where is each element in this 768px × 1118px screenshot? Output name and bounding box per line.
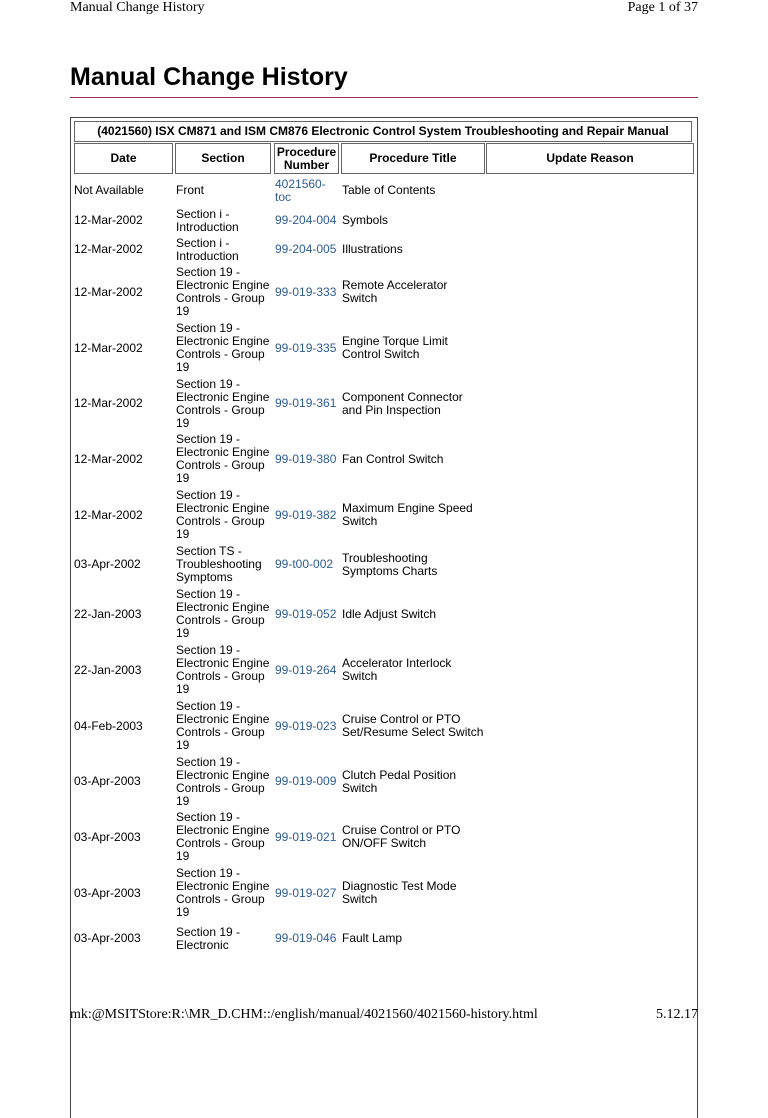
cell-reason	[487, 543, 692, 586]
column-header-section: Section	[175, 143, 271, 174]
cell-title: Symbols	[342, 213, 389, 227]
cell-section: Section 19 - Electronic Engine Controls - Group 19	[176, 699, 270, 752]
title-divider	[70, 97, 698, 98]
cell-date: 22-Jan-2003	[74, 662, 142, 677]
cell-proc[interactable]: 99-019-264	[275, 662, 337, 677]
cell-proc[interactable]: 99-t00-002	[275, 557, 334, 571]
cell-date: 12-Mar-2002	[74, 340, 143, 355]
page-number: Page 1 of 37	[627, 0, 698, 15]
cell-reason	[487, 320, 692, 376]
footer-path: mk:@MSITStore:R:\MR_D.CHM::/english/manual/4021560/4021560-history.html	[70, 1007, 538, 1022]
cell-date: 03-Apr-2003	[74, 829, 141, 844]
cell-date: 12-Mar-2002	[74, 213, 143, 227]
cell-title: Fan Control Switch	[342, 451, 444, 466]
cell-reason	[487, 235, 692, 264]
cell-title: Component Connector and Pin Inspection	[342, 389, 463, 417]
cell-title: Accelerator Interlock Switch	[342, 656, 452, 683]
cell-date: 03-Apr-2002	[74, 557, 141, 571]
cell-proc[interactable]: 99-019-021	[275, 829, 337, 844]
cell-title: Troubleshooting Symptoms Charts	[342, 550, 438, 578]
column-header-procedure-number: Procedure Number	[274, 143, 339, 174]
cell-section: Section 19 - Electronic Engine Controls - Group 19	[176, 376, 270, 430]
cell-date: 03-Apr-2003	[74, 774, 141, 788]
cell-title: Idle Adjust Switch	[342, 606, 437, 621]
cell-date: 12-Mar-2002	[74, 242, 143, 256]
cell-title: Remote Accelerator Switch	[342, 278, 448, 305]
cell-reason	[487, 264, 692, 320]
cell-proc[interactable]: 99-019-052	[275, 606, 337, 621]
cell-proc[interactable]: 99-019-335	[275, 340, 337, 355]
cell-reason	[487, 698, 692, 754]
cell-section: Section 19 - Electronic Engine Controls - Group 19	[176, 754, 270, 808]
page-header	[70, 0, 698, 18]
cell-date: 03-Apr-2003	[74, 885, 141, 900]
cell-proc[interactable]: 99-019-027	[275, 885, 337, 900]
cell-date: 03-Apr-2003	[74, 931, 141, 945]
cell-proc[interactable]: 99-204-005	[275, 242, 337, 256]
page-title: Manual Change History	[70, 63, 348, 91]
cell-proc[interactable]: 99-019-380	[275, 451, 337, 466]
footer-date: 5.12.17	[656, 1007, 698, 1022]
cell-title: Table of Contents	[342, 183, 436, 197]
change-history-table	[70, 117, 698, 1118]
cell-section: Section TS - Troubleshooting Symptoms	[176, 544, 262, 584]
cell-date: 12-Mar-2002	[74, 396, 143, 410]
cell-proc[interactable]: 4021560-toc	[275, 176, 326, 204]
cell-reason	[487, 921, 692, 956]
cell-proc[interactable]: 99-204-004	[275, 213, 337, 227]
cell-reason	[487, 376, 692, 431]
cell-section: Section 19 - Electronic Engine Controls - Group 19	[176, 810, 270, 863]
cell-reason	[487, 431, 692, 487]
cell-proc[interactable]: 99-019-009	[275, 774, 337, 788]
cell-reason	[487, 487, 692, 543]
cell-section: Section 19 - Electronic Engine Controls - Group 19	[176, 488, 270, 541]
cell-date: 12-Mar-2002	[74, 451, 143, 466]
cell-title: Diagnostic Test Mode Switch	[342, 879, 457, 906]
cell-section: Section i - Introduction	[176, 206, 239, 234]
cell-section: Section i - Introduction	[176, 235, 239, 263]
cell-section: Section 19 - Electronic Engine Controls - Group 19	[176, 432, 270, 485]
cell-section: Section 19 - Electronic	[176, 924, 241, 952]
page-header-title: Manual Change History	[70, 0, 205, 15]
cell-proc[interactable]: 99-019-023	[275, 718, 337, 733]
column-header-date: Date	[74, 143, 173, 174]
cell-reason	[487, 586, 692, 642]
cell-date: 12-Mar-2002	[74, 507, 143, 522]
cell-reason	[487, 865, 692, 921]
cell-reason	[487, 754, 692, 809]
cell-date: 22-Jan-2003	[74, 606, 142, 621]
cell-section: Section 19 - Electronic Engine Controls - Group 19	[176, 321, 270, 374]
cell-date: Not Available	[74, 183, 144, 197]
cell-reason	[487, 809, 692, 865]
column-header-update-reason: Update Reason	[486, 143, 694, 174]
cell-title: Maximum Engine Speed Switch	[342, 501, 473, 528]
column-header-procedure-title: Procedure Title	[341, 143, 485, 174]
cell-title: Engine Torque Limit Control Switch	[342, 334, 448, 361]
cell-title: Clutch Pedal Position Switch	[342, 767, 457, 795]
cell-title: Fault Lamp	[342, 931, 403, 945]
table-title: (4021560) ISX CM871 and ISM CM876 Electronic Control System Troubleshooting and Repair Manual	[74, 121, 692, 142]
cell-proc[interactable]: 99-019-361	[275, 396, 337, 410]
cell-section: Section 19 - Electronic Engine Controls - Group 19	[176, 643, 270, 696]
cell-reason	[487, 175, 692, 206]
cell-proc[interactable]: 99-019-333	[275, 284, 337, 299]
cell-reason	[487, 206, 692, 235]
cell-reason	[487, 642, 692, 698]
cell-proc[interactable]: 99-019-046	[275, 931, 337, 945]
page-footer	[70, 1007, 698, 1025]
cell-section: Front	[176, 183, 205, 197]
cell-section: Section 19 - Electronic Engine Controls - Group 19	[176, 866, 270, 919]
cell-date: 04-Feb-2003	[74, 718, 143, 733]
cell-section: Section 19 - Electronic Engine Controls - Group 19	[176, 587, 270, 640]
cell-title: Illustrations	[342, 242, 403, 256]
cell-section: Section 19 - Electronic Engine Controls - Group 19	[176, 265, 270, 318]
cell-date: 12-Mar-2002	[74, 284, 143, 299]
cell-proc[interactable]: 99-019-382	[275, 507, 337, 522]
cell-title: Cruise Control or PTO Set/Resume Select Switch	[342, 712, 484, 739]
cell-title: Cruise Control or PTO ON/OFF Switch	[342, 823, 461, 850]
